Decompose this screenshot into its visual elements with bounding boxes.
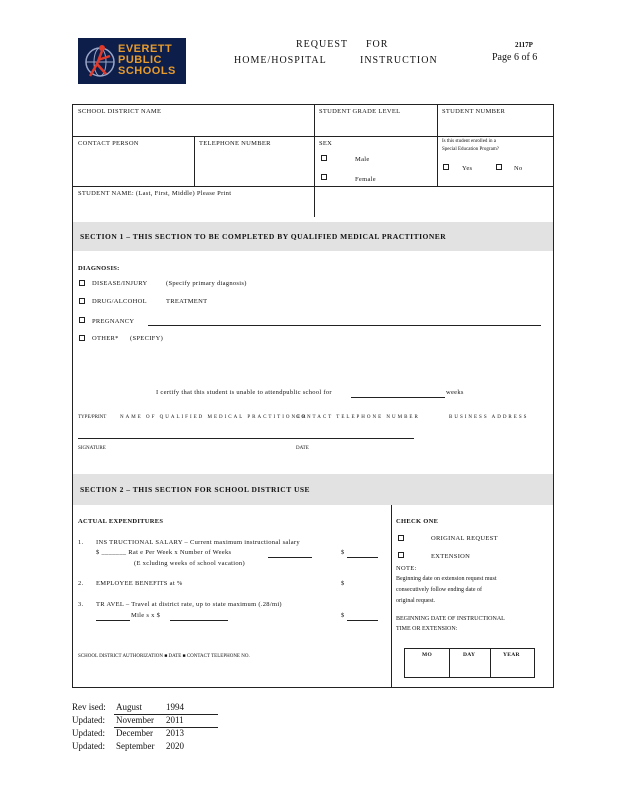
note-label: NOTE: bbox=[396, 565, 417, 572]
revision-2-month: November bbox=[116, 715, 154, 725]
no-label: No bbox=[514, 165, 523, 172]
item-2-number: 2. bbox=[78, 580, 84, 587]
revision-3-month: December bbox=[116, 728, 153, 738]
page-number: Page 6 of 6 bbox=[492, 52, 538, 63]
pregnancy-checkbox[interactable] bbox=[79, 317, 85, 323]
yes-label: Yes bbox=[462, 165, 473, 172]
instructional-salary-line-2: $ _______ Rat e Per Week x Number of Weeks bbox=[96, 549, 232, 556]
certify-statement: I certify that this student is unable to attendpublic school for bbox=[156, 389, 332, 396]
other-checkbox[interactable] bbox=[79, 335, 85, 341]
instructional-salary-line-1: INS TRUCTIONAL SALARY – Current maximum instructional salary bbox=[96, 539, 300, 546]
travel-line-2: Mile s x $ bbox=[131, 612, 161, 619]
special-ed-question-1: Is this student enrolled in a bbox=[442, 139, 497, 144]
telephone-number-label: TELEPHONE NUMBER bbox=[199, 140, 271, 147]
date-label: DATE bbox=[296, 446, 309, 451]
male-checkbox[interactable] bbox=[321, 155, 327, 161]
special-ed-no-checkbox[interactable] bbox=[496, 164, 502, 170]
section-1-heading: SECTION 1 – THIS SECTION TO BE COMPLETED BY QUALIFIED MEDICAL PRACTITIONER bbox=[73, 222, 553, 251]
male-label: Male bbox=[355, 156, 370, 163]
instructional-salary-line-3: (E xcluding weeks of school vacation) bbox=[134, 560, 245, 567]
item-2-dollar: $ bbox=[341, 580, 345, 587]
item-1-number: 1. bbox=[78, 539, 84, 546]
logo-line-2: PUBLIC bbox=[118, 54, 162, 66]
pregnancy-label: PREGNANCY bbox=[92, 318, 135, 325]
original-request-label: ORIGINAL REQUEST bbox=[431, 535, 498, 542]
weeks-label: weeks bbox=[446, 389, 464, 396]
revision-1-month: August bbox=[116, 702, 143, 712]
note-line-1: Beginning date on extension request must bbox=[396, 576, 497, 582]
revision-1-year: 1994 bbox=[166, 702, 184, 712]
travel-line-1: TR AVEL – Travel at district rate, up to state maximum (.28/mi) bbox=[96, 601, 282, 608]
revision-2-label: Updated: bbox=[72, 715, 105, 725]
female-checkbox[interactable] bbox=[321, 174, 327, 180]
revision-3-label: Updated: bbox=[72, 728, 105, 738]
item-3-number: 3. bbox=[78, 601, 84, 608]
contact-person-label: CONTACT PERSON bbox=[78, 140, 139, 147]
disease-injury-label: DISEASE/INJURY bbox=[92, 280, 148, 287]
everett-logo bbox=[78, 38, 186, 84]
check-one-label: CHECK ONE bbox=[396, 518, 439, 525]
practitioner-name-label: NAME OF QUALIFIED MEDICAL PRACTITIONER bbox=[120, 415, 308, 420]
section-2-heading: SECTION 2 – THIS SECTION FOR SCHOOL DISTRICT USE bbox=[73, 474, 553, 505]
other-label: OTHER* bbox=[92, 335, 119, 342]
item-1-dollar: $ bbox=[341, 549, 345, 556]
title-home-hospital: HOME/HOSPITAL bbox=[234, 55, 327, 66]
original-request-checkbox[interactable] bbox=[398, 535, 404, 541]
sex-label: SEX bbox=[319, 140, 333, 147]
student-number-label: STUDENT NUMBER bbox=[442, 108, 506, 115]
special-ed-yes-checkbox[interactable] bbox=[443, 164, 449, 170]
revision-4-label: Updated: bbox=[72, 741, 105, 751]
disease-injury-checkbox[interactable] bbox=[79, 280, 85, 286]
extension-checkbox[interactable] bbox=[398, 552, 404, 558]
weeks-line[interactable] bbox=[351, 397, 445, 398]
revision-2-year: 2011 bbox=[166, 715, 184, 725]
special-ed-question-2: Special Education Program? bbox=[442, 147, 499, 152]
title-instruction: INSTRUCTION bbox=[360, 55, 438, 66]
authorization-label: SCHOOL DISTRICT AUTHORIZATION ■ DATE ■ CONTACT TELEPHONE NO. bbox=[78, 654, 250, 659]
actual-expenditures-label: ACTUAL EXPENDITURES bbox=[78, 518, 164, 525]
practitioner-signature-line[interactable] bbox=[78, 438, 414, 439]
year-label: YEAR bbox=[503, 652, 520, 658]
business-address-label: BUSINESS ADDRESS bbox=[449, 415, 529, 420]
revision-4-month: September bbox=[116, 741, 155, 751]
drug-alcohol-checkbox[interactable] bbox=[79, 298, 85, 304]
logo-line-3: SCHOOLS bbox=[118, 65, 176, 77]
revision-3-year: 2013 bbox=[166, 728, 184, 738]
female-label: Female bbox=[355, 176, 376, 183]
student-name-label: STUDENT NAME: (Last, First, Middle) Please Print bbox=[78, 190, 232, 197]
title-for: FOR bbox=[366, 39, 389, 50]
note-line-2: consecutively follow ending date of bbox=[396, 587, 482, 593]
other-note: (SPECIFY) bbox=[130, 335, 164, 342]
disease-injury-note: (Specify primary diagnosis) bbox=[166, 280, 247, 287]
contact-telephone-label: CONTACT TELEPHONE NUMBER bbox=[296, 415, 420, 420]
revision-4-year: 2020 bbox=[166, 741, 184, 751]
extension-label: EXTENSION bbox=[431, 553, 471, 560]
note-line-3: original request. bbox=[396, 598, 435, 604]
item-3-dollar: $ bbox=[341, 612, 345, 619]
form-number: 2117P bbox=[515, 41, 533, 49]
student-grade-level-label: STUDENT GRADE LEVEL bbox=[319, 108, 401, 115]
day-label: DAY bbox=[463, 652, 476, 658]
type-print-label: TYPE/PRINT bbox=[78, 415, 107, 420]
drug-alcohol-note: TREATMENT bbox=[166, 298, 208, 305]
drug-alcohol-label: DRUG/ALCOHOL bbox=[92, 298, 147, 305]
logo-line-1: EVERETT bbox=[118, 43, 173, 55]
signature-label: SIGNATURE bbox=[78, 446, 106, 451]
month-label: MO bbox=[422, 652, 433, 658]
employee-benefits-label: EMPLOYEE BENEFITS at % bbox=[96, 580, 183, 587]
beginning-date-line-2: TIME OR EXTENSION: bbox=[396, 626, 458, 632]
revision-1-label: Rev ised: bbox=[72, 702, 106, 712]
globe-figure-icon bbox=[82, 42, 118, 80]
school-district-name-label: SCHOOL DISTRICT NAME bbox=[78, 108, 162, 115]
beginning-date-line-1: BEGINNING DATE OF INSTRUCTIONAL bbox=[396, 616, 505, 622]
pregnancy-line bbox=[148, 325, 541, 326]
title-request: REQUEST bbox=[296, 39, 348, 50]
diagnosis-label: DIAGNOSIS: bbox=[78, 265, 120, 272]
